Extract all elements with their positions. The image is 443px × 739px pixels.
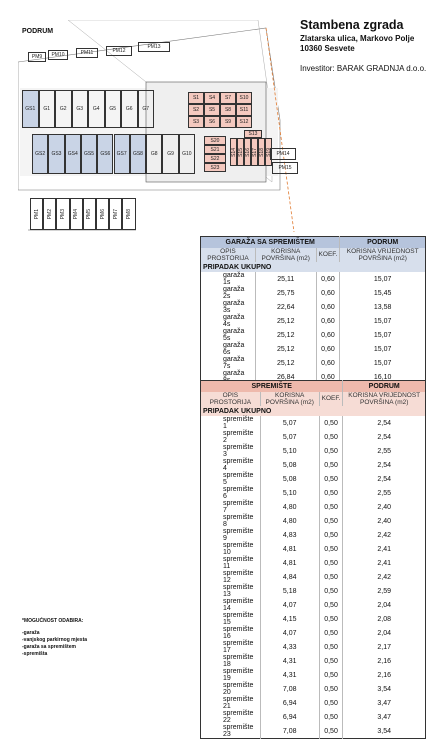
table-row (201, 542, 426, 556)
col-opis: OPIS PROSTORIJA (201, 248, 256, 262)
parking-spot (96, 198, 109, 230)
plan-cell-label: PM3 (59, 208, 66, 220)
row-value: 16,10 (340, 370, 426, 385)
row-name: spremište 13 (223, 584, 254, 599)
row-area: 22,64 (255, 300, 316, 314)
address-line-1: Zlatarska ulica, Markovo Polje (300, 34, 415, 43)
row-coef: 0,60 (316, 328, 340, 342)
section-label: PRIPADAK UKUPNO (201, 406, 426, 417)
row-coef: 0,60 (316, 356, 340, 370)
plan-cell-label: PM7 (112, 208, 119, 220)
row-value: 2,08 (343, 612, 426, 626)
table-row (201, 444, 426, 458)
row-value: 2,17 (343, 640, 426, 654)
row-value: 2,54 (343, 430, 426, 444)
row-coef: 0,50 (319, 570, 343, 584)
row-area: 5,08 (260, 472, 319, 486)
row-name: spremište 6 (223, 486, 254, 501)
row-value: 2,40 (343, 514, 426, 528)
storage-unit (204, 145, 226, 154)
row-name: spremište 19 (223, 668, 254, 683)
table-row (201, 328, 426, 342)
table-row (201, 640, 426, 654)
row-value: 2,04 (343, 626, 426, 640)
row-name: spremište 11 (223, 556, 254, 571)
storage-unit (258, 138, 265, 166)
garage-spot (138, 90, 155, 128)
garage-spot (39, 90, 56, 128)
row-area: 6,94 (260, 710, 319, 724)
row-area: 25,12 (255, 342, 316, 356)
row-value: 15,07 (340, 356, 426, 370)
row-name: spremište 22 (223, 710, 254, 725)
row-coef: 0,60 (316, 300, 340, 314)
row-coef: 0,50 (319, 598, 343, 612)
col-povrsina: KORISNA POVRŠINA (m2) (260, 392, 319, 406)
row-name: spremište 15 (223, 612, 254, 627)
parking-spot (122, 198, 135, 230)
storage-unit (236, 104, 252, 116)
table-row (201, 430, 426, 444)
row-area: 4,31 (260, 668, 319, 682)
table-row (201, 272, 426, 286)
table-row (201, 668, 426, 682)
row-coef: 0,50 (319, 528, 343, 542)
garage-spot (121, 90, 138, 128)
row-area: 5,08 (260, 458, 319, 472)
row-value: 2,42 (343, 570, 426, 584)
row-area: 4,07 (260, 598, 319, 612)
plan-cell-label: S2 (192, 107, 200, 113)
row-area: 5,10 (260, 444, 319, 458)
parking-spot (43, 198, 56, 230)
row-value: 2,41 (343, 556, 426, 570)
note-item: -vanjskog parkirnog mjesta (22, 637, 88, 643)
row-name: garaža 4s (223, 314, 245, 329)
row-area: 4,07 (260, 626, 319, 640)
row-name: garaža 2s (223, 286, 245, 301)
row-coef: 0,60 (316, 342, 340, 356)
row-name: garaža 5s (223, 328, 245, 343)
storage-unit (220, 116, 236, 128)
plan-cell-label: S9 (224, 119, 232, 125)
row-coef: 0,50 (319, 724, 343, 739)
plan-cell-label: PM4 (73, 208, 80, 220)
storage-unit (220, 92, 236, 104)
row-value: 2,16 (343, 654, 426, 668)
storage-unit (204, 104, 220, 116)
row-value: 2,04 (343, 598, 426, 612)
row-coef: 0,60 (316, 286, 340, 300)
col-vrijednost: KORISNA VRIJEDNOST POVRŠINA (m2) (343, 392, 426, 406)
row-area: 4,80 (260, 500, 319, 514)
row-value: 2,41 (343, 542, 426, 556)
row-name: spremište 7 (223, 500, 254, 515)
plan-cell-label: S1 (192, 95, 200, 101)
plan-cell-label: PM9 (31, 54, 43, 60)
parking-spot (30, 198, 43, 230)
plan-cell-label: G3 (76, 106, 84, 112)
garage-spot (88, 90, 105, 128)
row-area: 4,83 (260, 528, 319, 542)
table-row (201, 356, 426, 370)
row-value: 2,54 (343, 472, 426, 486)
table-row (201, 500, 426, 514)
row-area: 5,18 (260, 584, 319, 598)
note-item: -garaža (22, 630, 40, 636)
row-area: 25,12 (255, 356, 316, 370)
plan-cell-label: PM8 (125, 208, 132, 220)
row-coef: 0,60 (316, 370, 340, 385)
row-name: spremište 12 (223, 570, 254, 585)
plan-cell-label: S13 (248, 131, 258, 137)
garage-spot (162, 134, 178, 174)
table-row (201, 654, 426, 668)
garage-rows (201, 272, 426, 385)
row-area: 26,84 (255, 370, 316, 385)
plan-cell-label: S3 (192, 119, 200, 125)
table-row (201, 514, 426, 528)
plan-cell-label: S19 (265, 147, 272, 157)
row-name: spremište 10 (223, 542, 254, 557)
row-value: 2,55 (343, 486, 426, 500)
row-name: garaža 6s (223, 342, 245, 357)
plan-cell-label: PM10 (51, 52, 65, 58)
plan-cell-label: S16 (244, 147, 251, 157)
row-value: 15,07 (340, 342, 426, 356)
row-value: 2,54 (343, 416, 426, 430)
parking-spot (76, 48, 98, 58)
parking-spot (138, 42, 170, 52)
plan-cell-label: S12 (239, 119, 249, 125)
parking-spot (109, 198, 122, 230)
plan-cell-label: S14 (230, 147, 237, 157)
plan-cell-label: GS3 (51, 151, 62, 157)
plan-cell-label: S22 (210, 155, 220, 162)
row-coef: 0,60 (316, 272, 340, 286)
garage-table-floor: PODRUM (340, 237, 426, 248)
col-opis: OPIS PROSTORIJA (201, 392, 261, 406)
section-label: PRIPADAK UKUPNO (201, 262, 426, 273)
plan-cell-label: S17 (251, 147, 258, 157)
row-name: spremište 18 (223, 654, 254, 669)
plan-cell-label: S10 (239, 95, 249, 101)
note-item: -spremišta (22, 651, 48, 657)
col-koef: KOEF. (316, 248, 340, 262)
table-row (201, 626, 426, 640)
storage-table (200, 380, 426, 739)
storage-unit (220, 104, 236, 116)
row-value: 2,59 (343, 584, 426, 598)
storage-unit (204, 116, 220, 128)
row-area: 25,75 (255, 286, 316, 300)
storage-unit (236, 92, 252, 104)
plan-cell-label: G9 (167, 151, 174, 157)
garage-table (200, 236, 426, 385)
plan-cell-label: GS1 (25, 106, 36, 112)
garage-spot (97, 134, 113, 174)
storage-unit (188, 92, 204, 104)
row-value: 15,07 (340, 272, 426, 286)
plan-cell-label: PM11 (80, 50, 94, 56)
row-coef: 0,50 (319, 626, 343, 640)
row-value: 3,47 (343, 696, 426, 710)
row-value: 3,54 (343, 682, 426, 696)
row-coef: 0,50 (319, 584, 343, 598)
garage-spot (146, 134, 162, 174)
storage-unit (204, 92, 220, 104)
row-coef: 0,50 (319, 696, 343, 710)
row-coef: 0,50 (319, 612, 343, 626)
row-name: spremište 2 (223, 430, 254, 445)
plan-cell-label: S8 (224, 107, 232, 113)
parking-spot (70, 198, 83, 230)
row-name: spremište 20 (223, 682, 254, 697)
row-area: 25,12 (255, 314, 316, 328)
row-name: spremište 1 (223, 416, 254, 431)
storage-unit (230, 138, 237, 166)
table-row (201, 458, 426, 472)
note-item: -garaža sa spremištem (22, 644, 76, 650)
building-title: Stambena zgrada (300, 18, 404, 32)
table-row (201, 682, 426, 696)
row-area: 25,12 (255, 328, 316, 342)
parking-spot (272, 162, 298, 174)
plan-cell-label: G10 (182, 151, 192, 157)
row-area: 4,84 (260, 570, 319, 584)
storage-rows (201, 416, 426, 739)
garage-spot (65, 134, 81, 174)
row-name: spremište 8 (223, 514, 254, 529)
storage-unit (244, 138, 251, 166)
plan-cell-label: GS5 (84, 151, 95, 157)
col-povrsina: KORISNA POVRŠINA (m2) (255, 248, 316, 262)
storage-table-title: SPREMIŠTE (201, 381, 343, 392)
table-row (201, 696, 426, 710)
row-value: 2,42 (343, 528, 426, 542)
row-area: 25,11 (255, 272, 316, 286)
row-value: 15,07 (340, 328, 426, 342)
plan-cell-label: PM5 (86, 208, 93, 220)
row-coef: 0,50 (319, 556, 343, 570)
garage-spot (179, 134, 195, 174)
row-value: 3,54 (343, 724, 426, 739)
row-name: spremište 16 (223, 626, 254, 641)
plan-cell-label: PM1 (33, 208, 40, 220)
table-row (201, 528, 426, 542)
storage-unit (204, 136, 226, 145)
row-coef: 0,50 (319, 416, 343, 430)
plan-cell-label: G4 (92, 106, 100, 112)
row-value: 3,47 (343, 710, 426, 724)
row-name: spremište 4 (223, 458, 254, 473)
storage-table-floor: PODRUM (343, 381, 426, 392)
row-name: garaža 7s (223, 356, 245, 371)
garage-spot (105, 90, 122, 128)
row-coef: 0,50 (319, 654, 343, 668)
row-area: 4,80 (260, 514, 319, 528)
row-coef: 0,50 (319, 710, 343, 724)
table-row (201, 724, 426, 739)
row-name: spremište 21 (223, 696, 254, 711)
table-row (201, 556, 426, 570)
storage-unit (244, 130, 262, 138)
storage-unit (188, 104, 204, 116)
plan-cell-label: S7 (224, 95, 232, 101)
row-coef: 0,50 (319, 444, 343, 458)
row-value: 13,58 (340, 300, 426, 314)
plan-cell-label: PM6 (99, 208, 106, 220)
row-coef: 0,50 (319, 542, 343, 556)
row-value: 2,16 (343, 668, 426, 682)
row-coef: 0,50 (319, 486, 343, 500)
table-row (201, 598, 426, 612)
row-area: 4,81 (260, 556, 319, 570)
plan-cell-label: S20 (210, 137, 220, 144)
row-area: 7,08 (260, 724, 319, 739)
parking-spot (106, 46, 132, 56)
plan-cell-label: S23 (210, 164, 220, 171)
storage-unit (204, 163, 226, 172)
plan-cell-label: GS7 (116, 151, 127, 157)
garage-table-title: GARAŽA SA SPREMIŠTEM (201, 237, 340, 248)
row-value: 15,45 (340, 286, 426, 300)
storage-unit (204, 154, 226, 163)
storage-unit (251, 138, 258, 166)
col-vrijednost: KORISNA VRIJEDNOST POVRŠINA (m2) (340, 248, 426, 262)
plan-floor-label: PODRUM (22, 28, 54, 35)
row-coef: 0,50 (319, 458, 343, 472)
table-row (201, 342, 426, 356)
row-area: 4,81 (260, 542, 319, 556)
plan-cell-label: S4 (208, 95, 216, 101)
plan-cell-label: PM13 (147, 44, 161, 50)
garage-spot (130, 134, 146, 174)
garage-spot (55, 90, 72, 128)
row-area: 5,07 (260, 430, 319, 444)
table-row (201, 300, 426, 314)
garage-spot (72, 90, 89, 128)
plan-cell-label: GS6 (100, 151, 111, 157)
parking-spot (270, 148, 296, 160)
row-area: 7,08 (260, 682, 319, 696)
plan-cell-label: S21 (210, 146, 220, 153)
plan-cell-label: G2 (59, 106, 67, 112)
storage-unit (236, 116, 252, 128)
table-row (201, 486, 426, 500)
row-coef: 0,60 (316, 314, 340, 328)
row-value: 15,07 (340, 314, 426, 328)
row-area: 5,10 (260, 486, 319, 500)
plan-cell-label: PM14 (276, 151, 290, 157)
table-row (201, 472, 426, 486)
row-area: 4,33 (260, 640, 319, 654)
col-koef: KOEF. (319, 392, 343, 406)
row-area: 6,94 (260, 696, 319, 710)
plan-cell-label: G8 (150, 151, 158, 157)
row-name: spremište 9 (223, 528, 254, 543)
table-row (201, 286, 426, 300)
row-coef: 0,50 (319, 682, 343, 696)
note-title: *MOGUĆNOST ODABIRA: (22, 618, 84, 624)
address-line-2: 10360 Sesvete (300, 44, 355, 53)
row-coef: 0,50 (319, 668, 343, 682)
investor-label: Investitor: BARAK GRADNJA d.o.o. (300, 64, 427, 73)
plan-cell-label: S11 (239, 107, 249, 113)
plan-cell-label: S6 (208, 119, 216, 125)
plan-cell-label: GS8 (132, 151, 143, 157)
table-row (201, 612, 426, 626)
table-row (201, 570, 426, 584)
row-value: 2,54 (343, 458, 426, 472)
storage-unit (188, 116, 204, 128)
table-row (201, 584, 426, 598)
row-coef: 0,50 (319, 472, 343, 486)
row-value: 2,55 (343, 444, 426, 458)
row-coef: 0,50 (319, 430, 343, 444)
row-area: 4,15 (260, 612, 319, 626)
plan-cell-label: GS2 (35, 151, 46, 157)
plan-cell-label: G5 (109, 106, 117, 112)
row-name: spremište 5 (223, 472, 254, 487)
row-coef: 0,50 (319, 640, 343, 654)
row-name: garaža 1s (223, 272, 245, 287)
garage-spot (81, 134, 97, 174)
options-note (22, 618, 87, 658)
garage-spot (48, 134, 64, 174)
table-row (201, 416, 426, 430)
row-value: 2,40 (343, 500, 426, 514)
parking-spot (48, 50, 68, 60)
plan-cell-label: G7 (142, 106, 150, 112)
storage-unit (237, 138, 244, 166)
row-name: spremište 14 (223, 598, 254, 613)
plan-cell-label: G1 (43, 106, 51, 112)
plan-cell-label: S15 (237, 147, 244, 157)
parking-spot (28, 52, 46, 62)
row-area: 4,31 (260, 654, 319, 668)
garage-spot (114, 134, 130, 174)
table-row (201, 314, 426, 328)
row-name: garaža 3s (223, 300, 245, 315)
row-name: spremište 17 (223, 640, 254, 655)
plan-cell-label: GS4 (67, 151, 78, 157)
plan-cell-label: PM15 (278, 165, 292, 171)
table-row (201, 710, 426, 724)
plan-cell-label: S18 (258, 147, 265, 157)
row-coef: 0,50 (319, 500, 343, 514)
parking-spot (56, 198, 69, 230)
row-name: garaža (223, 370, 245, 378)
row-area: 5,07 (260, 416, 319, 430)
row-name: spremište 23 (223, 724, 254, 739)
parking-spot (83, 198, 96, 230)
building-address (300, 34, 440, 54)
plan-cell-label: PM2 (46, 208, 53, 220)
garage-spot (22, 90, 39, 128)
plan-cell-label: G6 (125, 106, 133, 112)
row-name: spremište 3 (223, 444, 254, 459)
floor-plan (18, 20, 298, 235)
plan-cell-label: PM12 (112, 48, 126, 54)
garage-spot (32, 134, 48, 174)
row-coef: 0,50 (319, 514, 343, 528)
plan-cell-label: S5 (208, 107, 216, 113)
